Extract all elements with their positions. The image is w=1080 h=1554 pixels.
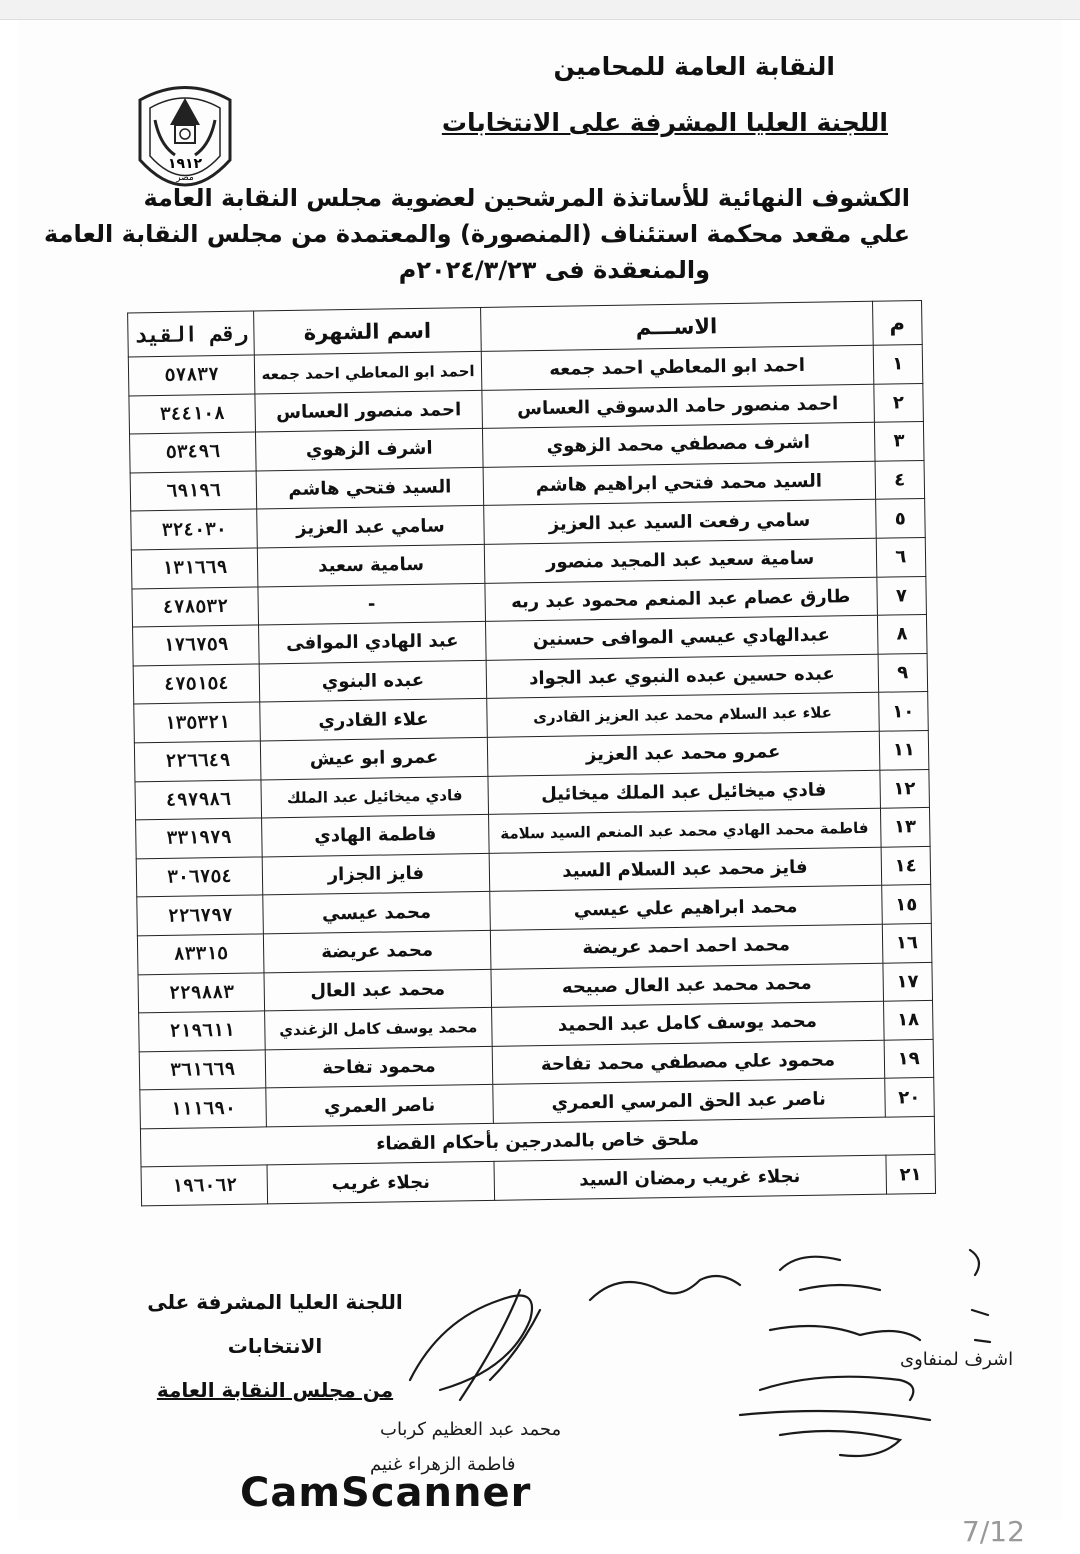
table-cell: محمد محمد عبد العال صبيحه (490, 963, 883, 1008)
seal-year: ١٩١٢ (167, 156, 203, 172)
table-cell: ١٤ (881, 846, 931, 885)
table-cell: احمد ابو المعاطي احمد جمعه (255, 351, 482, 393)
document-titles (44, 180, 910, 288)
table-cell: ٤٩٧٩٨٦ (135, 779, 262, 820)
table-cell: سامية سعيد (258, 544, 485, 586)
table-cell: ١٥ (881, 885, 931, 924)
table-cell: ٣٤٤١٠٨ (129, 394, 256, 435)
table-cell: ١٧ (882, 962, 932, 1001)
table-cell: محمد عريضة (264, 930, 491, 972)
signature-name-3: اشرف لمنفاوى (900, 1349, 1014, 1370)
table-cell: ١ (873, 345, 923, 384)
table-cell: عبدالهادي عيسي الموافى حسنين (485, 615, 878, 660)
table-cell: ٢٢٦٦٤٩ (134, 741, 261, 782)
table-cell: علاء عبد السلام محمد عبد العزيز القادرى (486, 693, 879, 738)
signature-name-1: محمد عبد العظيم كرباب (380, 1419, 562, 1440)
org-name: النقابة العامة للمحامين (553, 52, 835, 81)
table-cell: طارق عصام عبد المنعم محمود عبد ربه (484, 577, 877, 622)
table-cell: ٥٣٤٩٦ (130, 432, 257, 473)
table-cell: ١٢ (879, 769, 929, 808)
table-cell: فايز محمد عبد السلام السيد (489, 847, 882, 892)
footer-line-1: اللجنة العليا المشرفة على الانتخابات (147, 1290, 403, 1358)
table-cell: محمد يوسف كامل الزغندي (265, 1007, 492, 1049)
table-cell: ٣ (874, 422, 924, 461)
committee-name: اللجنة العليا المشرفة على الانتخابات (441, 108, 888, 137)
table-cell: ٢٠ (884, 1078, 934, 1117)
camscanner-watermark: CamScanner (240, 1470, 532, 1510)
table-cell: ١٨ (883, 1001, 933, 1040)
table-cell: ٥ (875, 499, 925, 538)
table-cell: ٢٢٦٧٩٧ (137, 895, 264, 936)
table-cell: ٣٠٦٧٥٤ (136, 857, 263, 898)
table-cell: ١٩٦٠٦٢ (141, 1165, 268, 1206)
table-cell: اشرف مصطفي محمد الزهوي (482, 422, 875, 467)
header-nickname: اسم الشهرة (254, 307, 481, 355)
footer-line-2: من مجلس النقابة العامة (156, 1378, 394, 1402)
handwritten-signatures (140, 1230, 1020, 1490)
table-cell: ١٦ (882, 923, 932, 962)
table-cell: سامي رفعت السيد عبد العزيز (483, 500, 876, 545)
table-cell: ١١ (879, 730, 929, 769)
signature-name-2: فاطمة الزهراء غنيم (370, 1454, 516, 1475)
table-cell: ٢٢٩٨٨٣ (138, 972, 265, 1013)
header-name: الاســـم (480, 301, 873, 351)
table-cell: عمرو ابو عيش (261, 737, 488, 779)
table-cell: ٩ (878, 653, 928, 692)
table-cell: فايز الجزار (263, 853, 490, 895)
table-cell: نجلاء غريب (267, 1162, 494, 1204)
candidates-table (127, 300, 936, 1206)
table-cell: ١٩ (884, 1039, 934, 1078)
table-cell: ١٣١٦٦٩ (131, 548, 258, 589)
table-cell: - (258, 583, 485, 625)
table-cell: ٨ (877, 615, 927, 654)
table-cell: ١٣٥٣٢١ (134, 702, 261, 743)
table-cell: ٤ (875, 460, 925, 499)
table-cell: اشرف الزهوي (256, 429, 483, 471)
table-cell: ٦٩١٩٦ (130, 471, 257, 512)
table-cell: فادي ميخائيل عبد الملك ميخائيل (487, 770, 880, 815)
table-cell: احمد ابو المعاطي احمد جمعه (481, 345, 874, 390)
table-cell: عبد الهادي الموافى (259, 622, 486, 664)
table-cell: ١٣ (880, 808, 930, 847)
table-cell: ٣٢٤٠٣٠ (131, 509, 258, 550)
table-cell: محمود تفاحة (266, 1046, 493, 1088)
table-cell: محمود علي مصطفي محمد تفاحة (492, 1040, 885, 1085)
table-cell: محمد ابراهيم علي عيسي (489, 886, 882, 931)
table-cell: فادي ميخائيل عبد الملك (261, 776, 488, 818)
table-cell: سامي عبد العزيز (257, 506, 484, 548)
table-cell: ١١١٦٩٠ (140, 1088, 267, 1129)
table-cell: سامية سعيد عبد المجيد منصور (484, 538, 877, 583)
table-cell: ٣٦١٦٦٩ (139, 1050, 266, 1091)
header-index: م (872, 301, 922, 346)
table-cell: ٧ (876, 576, 926, 615)
table-cell: ناصر العمري (266, 1085, 493, 1127)
table-cell: محمد عبد العال (264, 969, 491, 1011)
table-cell: ٢١ (886, 1155, 936, 1194)
table-cell: ناصر عبد الحق المرسي العمري (492, 1078, 885, 1123)
table-cell: محمد احمد احمد عريضة (490, 924, 883, 969)
annex-title: ملحق خاص بالمدرجين بأحكام القضاء (140, 1116, 935, 1167)
table-cell: ٥٧٨٣٧ (128, 355, 255, 396)
table-cell: عبده البنوي (260, 660, 487, 702)
table-cell: عبده حسين عبده النبوي عبد الجواد (486, 654, 879, 699)
table-cell: احمد منصور حامد الدسوقي العساس (481, 384, 874, 429)
table-cell: ٤٧٥١٥٤ (133, 664, 260, 705)
table-cell: فاطمة محمد الهادي محمد عبد المنعم السيد سلامة (488, 808, 881, 853)
table-cell: ١٧٦٧٥٩ (133, 625, 260, 666)
table-cell: احمد منصور العساس (255, 390, 482, 432)
title-line-1: الكشوف النهائية للأساتذة المرشحين لعضوية مجلس النقابة العامة (143, 184, 910, 212)
table-cell: نجلاء غريب رمضان السيد (494, 1156, 887, 1201)
page-indicator: 7/12 (962, 1515, 1025, 1548)
title-line-2: علي مقعد محكمة استئناف (المنصورة) والمعتمدة من مجلس النقابة العامة (44, 220, 910, 248)
table-cell: عمرو محمد عبد العزيز (487, 731, 880, 776)
viewer-top-bar (0, 0, 1080, 20)
header-registration: رقم القيد (128, 311, 255, 357)
table-cell: محمد عيسي (263, 892, 490, 934)
table-cell: ٨٣٣١٥ (137, 934, 264, 975)
table-cell: ٤٧٨٥٣٢ (132, 587, 259, 628)
table-cell: السيد فتحي هاشم (257, 467, 484, 509)
table-cell: السيد محمد فتحي ابراهيم هاشم (483, 461, 876, 506)
table-cell: ١٠ (878, 692, 928, 731)
seal-country: مصر (176, 173, 194, 183)
table-cell: ٢ (873, 383, 923, 422)
table-cell: ٢١٩٦١١ (139, 1011, 266, 1052)
table-cell: ٣٣١٩٧٩ (136, 818, 263, 859)
table-cell: محمد يوسف كامل عبد الحميد (491, 1001, 884, 1046)
table-cell: ٦ (876, 537, 926, 576)
title-line-3: والمنعقدة فى ٢٠٢٤/٣/٢٣م (398, 256, 710, 284)
table-cell: فاطمة الهادي (262, 815, 489, 857)
table-cell: علاء القادري (260, 699, 487, 741)
